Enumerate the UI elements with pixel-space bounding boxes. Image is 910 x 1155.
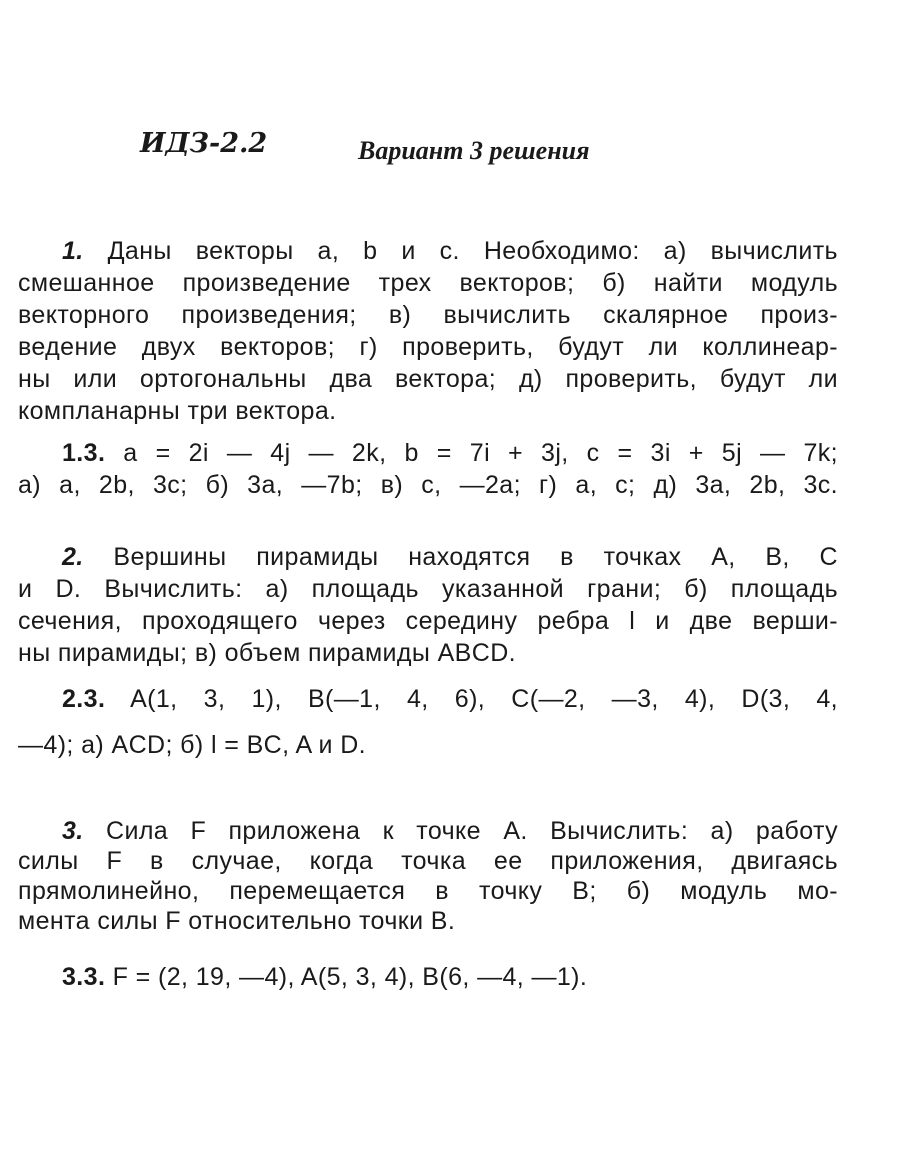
assignment-id: ИДЗ-2.2 bbox=[140, 128, 268, 159]
task-3-line-2: силы F в случае, когда точка ее приложения, двигаясь bbox=[18, 847, 838, 875]
task-2-line-4: ны пирамиды; в) объем пирамиды ABCD. bbox=[18, 639, 517, 667]
task-3-line-1: 3. Сила F приложена к точке A. Вычислить: а) работу bbox=[62, 817, 838, 845]
task-1-data-line-1: 1.3. a = 2i — 4j — 2k, b = 7i + 3j, c = 3i + 5j — 7k; bbox=[62, 439, 838, 467]
task-3-line-3: прямолинейно, перемещается в точку B; б) модуль мо- bbox=[18, 877, 838, 905]
document-header bbox=[0, 128, 910, 168]
task-2-number: 2. bbox=[62, 543, 84, 571]
task-1-line-4: ведение двух векторов; г) проверить, будут ли коллинеар- bbox=[18, 333, 838, 361]
task-2-line-1: 2. Вершины пирамиды находятся в точках A, B, C bbox=[62, 543, 838, 571]
task-3-line-4: мента силы F относительно точки B. bbox=[18, 907, 456, 935]
task-2-line-2: и D. Вычислить: а) площадь указанной грани; б) площадь bbox=[18, 575, 838, 603]
task-2-data-line-2: —4); а) ACD; б) l = BC, A и D. bbox=[18, 731, 366, 759]
task-2-sub-number: 2.3. bbox=[62, 685, 106, 713]
task-1-data-line-2: а) a, 2b, 3c; б) 3a, —7b; в) c, —2a; г) a, c; д) 3a, 2b, 3c. bbox=[18, 471, 838, 499]
task-1-line-2: смешанное произведение трех векторов; б) найти модуль bbox=[18, 269, 838, 297]
task-1-number: 1. bbox=[62, 237, 84, 265]
task-2-data-line-1: 2.3. A(1, 3, 1), B(—1, 4, 6), C(—2, —3, 4), D(3, 4, bbox=[62, 685, 838, 713]
task-3-number: 3. bbox=[62, 817, 84, 845]
task-1-line-6: компланарны три вектора. bbox=[18, 397, 337, 425]
task-1-sub-number: 1.3. bbox=[62, 439, 106, 467]
task-1-line-5: ны или ортогональны два вектора; д) проверить, будут ли bbox=[18, 365, 838, 393]
task-1-line-1: 1. Даны векторы a, b и c. Необходимо: а) вычислить bbox=[62, 237, 838, 265]
task-3-data-line: 3.3. F = (2, 19, —4), A(5, 3, 4), B(6, —4, —1). bbox=[62, 963, 588, 991]
variant-title: Вариант 3 решения bbox=[358, 136, 590, 165]
task-3-sub-number: 3.3. bbox=[62, 963, 106, 991]
task-1-line-3: векторного произведения; в) вычислить скалярное произ- bbox=[18, 301, 838, 329]
task-2-line-3: сечения, проходящего через середину ребра l и две верши- bbox=[18, 607, 838, 635]
